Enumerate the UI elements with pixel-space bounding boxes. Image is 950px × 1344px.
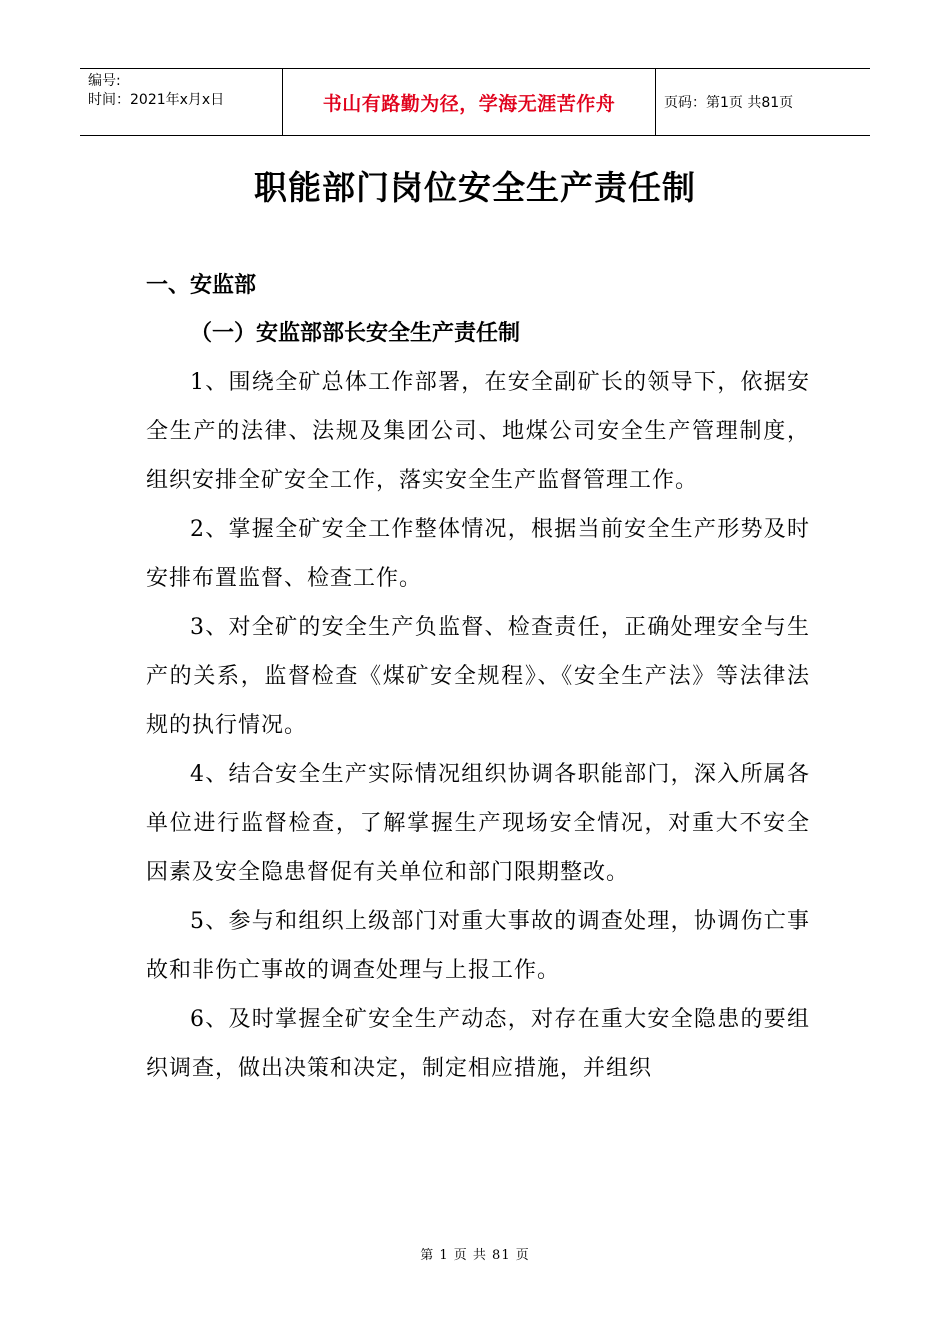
paragraph-3: 3、对全矿的安全生产负监督、检查责任，正确处理安全与生产的关系，监督检查《煤矿安全规程》、《安全生产法》等法律法规的执行情况。 bbox=[146, 615, 810, 738]
header-info-cell bbox=[80, 69, 282, 135]
paragraph-5: 5、参与和组织上级部门对重大事故的调查处理，协调伤亡事故和非伤亡事故的调查处理与上报工作。 bbox=[146, 909, 810, 983]
header-page-cell bbox=[656, 69, 870, 135]
document-body bbox=[146, 262, 810, 1093]
section-heading: 一、安监部 bbox=[146, 273, 257, 298]
sub-heading: （一）安监部部长安全生产责任制 bbox=[190, 321, 521, 346]
paragraph-6: 6、及时掌握全矿安全生产动态，对存在重大安全隐患的要组织调查，做出决策和决定，制定相应措施，并组织 bbox=[146, 1007, 810, 1081]
document-header bbox=[80, 68, 870, 136]
page-info-text: 页码：第1页 共81页 bbox=[664, 95, 794, 111]
motto-text: 书山有路勤为径，学海无涯苦作舟 bbox=[322, 92, 616, 115]
paragraph-4: 4、结合安全生产实际情况组织协调各职能部门，深入所属各单位进行监督检查，了解掌握生产现场安全情况，对重大不安全因素及安全隐患督促有关单位和部门限期整改。 bbox=[146, 762, 810, 885]
time-label: 时间：2021年x月x日 bbox=[88, 92, 225, 108]
header-motto-cell bbox=[282, 69, 656, 135]
paragraph-2: 2、掌握全矿安全工作整体情况，根据当前安全生产形势及时安排布置监督、检查工作。 bbox=[146, 517, 810, 591]
paragraph-1: 1、围绕全矿总体工作部署，在安全副矿长的领导下，依据安全生产的法律、法规及集团公司、地煤公司安全生产管理制度，组织安排全矿安全工作，落实安全生产监督管理工作。 bbox=[146, 370, 810, 493]
page-footer: 第 1 页 共 81 页 bbox=[420, 1248, 530, 1263]
number-label: 编号: bbox=[88, 73, 121, 89]
document-title: 职能部门岗位安全生产责任制 bbox=[254, 168, 696, 207]
